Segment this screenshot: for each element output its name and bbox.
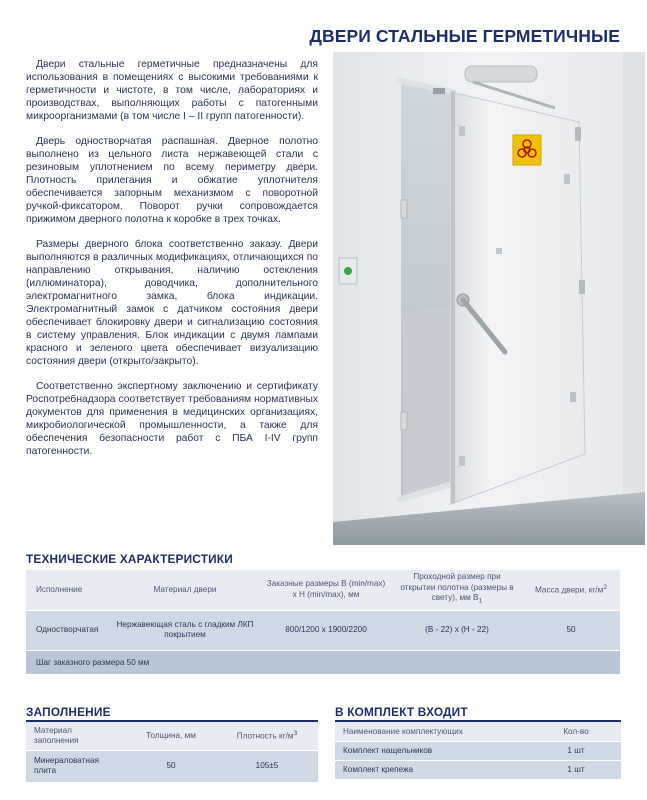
table-cell: Минераловатная плита — [26, 750, 126, 782]
table-cell: 1 шт — [531, 741, 621, 760]
table-cell: Комплект крепежа — [335, 760, 531, 779]
tech-section-title: ТЕХНИЧЕСКИЕ ХАРАКТЕРИСТИКИ — [26, 552, 233, 566]
header-cell — [216, 722, 318, 750]
page-title: ДВЕРИ СТАЛЬНЫЕ ГЕРМЕТИЧНЫЕ — [309, 26, 620, 46]
header-cell: Кол-во — [531, 722, 621, 741]
table-cell: 1 шт — [531, 760, 621, 779]
header-cell — [392, 570, 522, 610]
intro-paragraph: Двери стальные герметичные предназначены для использования в помещениях с высокими требованиями к герметичности и чистоте, в том числе, лабораториях и производствах, выполняющих работы с патогенными микроорганизмами (в том числе I – II групп патогенности). — [26, 59, 318, 122]
header-superscript: 3 — [293, 730, 298, 738]
header-cell: Наименование комплектующих — [335, 722, 531, 741]
tech-table — [26, 570, 620, 674]
table-cell: 50 — [522, 610, 620, 650]
door-photo — [333, 52, 645, 545]
biohazard-icon — [513, 135, 541, 165]
table-row — [335, 741, 621, 760]
header-cell: Заказные размеры B (min/max) x H (min/max), мм — [260, 570, 392, 610]
header-cell: Материал заполнения — [26, 722, 126, 750]
header-superscript: 2 — [603, 584, 608, 592]
table-cell: Нержавеющая сталь с гладким ЛКП покрытием — [110, 610, 260, 650]
header-text: Масса двери, кг/м — [534, 585, 604, 595]
header-cell: Толщина, мм — [126, 722, 216, 750]
table-cell: Одностворчатая — [26, 610, 110, 650]
intro-paragraph: Дверь одностворчатая распашная. Дверное полотно выполнено из цельного листа нержавеющей стали с резиновым уплотнением по всему периметру двери. Плотность прилегания и обжатие уплотнителя обеспечивается запорным механизмом с поворотной ручкой-фиксатором. Поворот ручки сопровождается прижимом дверного полотна к коробке в трех точках. — [26, 136, 318, 225]
table-cell: 800/1200 x 1900/2200 — [260, 610, 392, 650]
header-text: Плотность кг/м — [236, 732, 294, 742]
header-cell — [522, 570, 620, 610]
kit-section-title: В КОМПЛЕКТ ВХОДИТ — [335, 705, 468, 719]
table-row — [335, 760, 621, 779]
table-cell: 105±5 — [216, 750, 318, 782]
intro-text — [26, 58, 318, 470]
header-text: Проходной размер при открытии полотна (размеры в свету), мм B — [400, 572, 514, 603]
table-header-row — [335, 722, 621, 741]
table-row — [26, 750, 318, 782]
header-cell: Исполнение — [26, 570, 110, 610]
table-header-row — [26, 570, 620, 610]
table-cell: Комплект нащельников — [335, 741, 531, 760]
table-note: Шаг заказного размера 50 мм — [26, 650, 620, 674]
table-note-row — [26, 650, 620, 674]
table-header-row — [26, 722, 318, 750]
header-cell: Материал двери — [110, 570, 260, 610]
table-cell: 50 — [126, 750, 216, 782]
table-row — [26, 610, 620, 650]
intro-paragraph: Соответственно экспертному заключению и сертификату Роспотребнадзора соответствует требованиям нормативных документов для применения в медицинских организациях, микробиологической промышленности, а также для обеспечения безопасности работ с ПБА I-IV групп патогенности. — [26, 381, 318, 457]
fill-table — [26, 722, 318, 782]
intro-paragraph: Размеры дверного блока соответственно заказу. Двери выполняются в различных модификациях, отличающихся по направлению открывания, наличию остекления (иллюминатора), доводчика, дополнительного электромагнитного замка, блока индикации. Электромагнитный замок с датчиком состояния двери обеспечивает блокировку двери и сигнализацию состояния в систему управления. Блок индикации с двумя лампами красного и зеленого цвета обеспечивает визуализацию состояния двери (открыто/закрыто). — [26, 239, 318, 367]
header-subscript: 1 — [478, 597, 483, 605]
fill-section-title: ЗАПОЛНЕНИЕ — [26, 705, 111, 719]
table-cell: (B - 22) x (H - 22) — [392, 610, 522, 650]
kit-table — [335, 722, 621, 779]
